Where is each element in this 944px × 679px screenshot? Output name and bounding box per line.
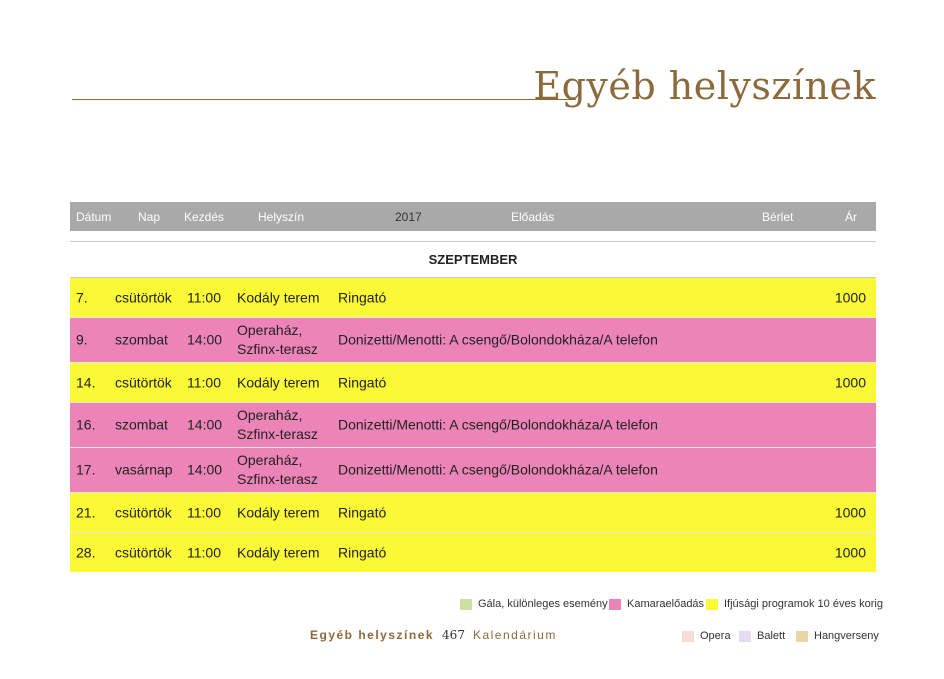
header-start: Kezdés xyxy=(184,210,225,224)
header-year: 2017 xyxy=(395,210,422,224)
row-price: 1000 xyxy=(834,374,866,390)
legend-swatch xyxy=(682,631,694,642)
header-day: Nap xyxy=(138,210,161,224)
row-venue-line1: Operaház, xyxy=(237,322,303,338)
row-show: Ringató xyxy=(338,289,387,305)
row-day: vasárnap xyxy=(115,461,173,478)
header-venue: Helyszín xyxy=(258,210,305,224)
row-date: 14. xyxy=(76,374,96,390)
table-row xyxy=(70,317,876,362)
table-row xyxy=(70,492,876,532)
row-day: csütörtök xyxy=(115,289,172,305)
legend-label: Hangverseny xyxy=(814,630,879,642)
page-footer xyxy=(310,628,557,642)
schedule-table xyxy=(70,202,876,572)
row-time: 11:00 xyxy=(187,289,221,305)
legend-youth xyxy=(706,598,883,610)
page-number: 467 xyxy=(442,628,465,642)
row-venue: Kodály terem xyxy=(237,544,320,560)
legend-opera xyxy=(682,630,731,642)
header-date: Dátum xyxy=(76,210,112,224)
row-time: 11:00 xyxy=(187,504,221,520)
table-row xyxy=(70,447,876,492)
legend-gala xyxy=(460,598,608,610)
row-venue: Kodály terem xyxy=(237,289,320,305)
row-show: Donizetti/Menotti: A csengő/Bolondokháza/A telefon xyxy=(338,331,658,348)
legend-swatch xyxy=(796,631,808,642)
row-venue: Kodály terem xyxy=(237,374,320,390)
footer-book: Kalendárium xyxy=(472,628,557,642)
row-venue-line2: Szfinx-terasz xyxy=(237,426,318,442)
row-date: 28. xyxy=(76,544,96,560)
legend-swatch xyxy=(609,599,621,610)
row-venue xyxy=(237,406,318,444)
row-price: 1000 xyxy=(834,544,866,560)
table-row xyxy=(70,402,876,447)
row-venue xyxy=(237,451,318,489)
legend-swatch xyxy=(739,631,751,642)
row-time: 11:00 xyxy=(187,544,221,560)
row-price: 1000 xyxy=(834,504,866,520)
row-date: 16. xyxy=(76,416,96,433)
row-time: 11:00 xyxy=(187,374,221,390)
row-day: csütörtök xyxy=(115,544,172,560)
legend-label: Balett xyxy=(757,630,786,642)
table-header xyxy=(70,202,876,231)
legend-swatch xyxy=(706,599,718,610)
row-time: 14:00 xyxy=(187,416,223,433)
row-venue-line1: Operaház, xyxy=(237,452,303,468)
table-row xyxy=(70,532,876,572)
legend-label: Opera xyxy=(700,630,731,642)
title-rule xyxy=(72,99,576,100)
row-date: 7. xyxy=(76,289,88,305)
row-venue xyxy=(237,321,318,359)
table-row xyxy=(70,362,876,402)
legend-swatch xyxy=(460,599,472,610)
row-venue-line2: Szfinx-terasz xyxy=(237,341,318,357)
row-show: Ringató xyxy=(338,504,387,520)
legend-concert xyxy=(796,630,879,642)
row-venue-line1: Operaház, xyxy=(237,407,303,423)
row-time: 14:00 xyxy=(187,461,223,478)
legend-label: Kamaraelőadás xyxy=(627,598,705,610)
row-date: 17. xyxy=(76,461,96,478)
row-date: 9. xyxy=(76,331,88,348)
month-heading: SZEPTEMBER xyxy=(70,242,876,278)
row-price: 1000 xyxy=(834,289,866,305)
legend-chamber xyxy=(609,598,704,610)
row-day: szombat xyxy=(115,331,168,348)
row-day: szombat xyxy=(115,416,168,433)
header-pass: Bérlet xyxy=(762,210,794,224)
page-title: Egyéb helyszínek xyxy=(533,64,876,108)
legend-label: Ifjúsági programok 10 éves korig xyxy=(724,598,883,610)
row-day: csütörtök xyxy=(115,504,172,520)
row-show: Ringató xyxy=(338,544,387,560)
legend-label: Gála, különleges esemény xyxy=(478,598,608,610)
row-venue-line2: Szfinx-terasz xyxy=(237,471,318,487)
row-show: Donizetti/Menotti: A csengő/Bolondokháza/A telefon xyxy=(338,416,658,433)
row-show: Donizetti/Menotti: A csengő/Bolondokháza/A telefon xyxy=(338,461,658,478)
footer-section: Egyéb helyszínek xyxy=(310,628,435,642)
header-show: Előadás xyxy=(511,210,555,224)
row-date: 21. xyxy=(76,504,96,520)
header-gap xyxy=(70,231,876,242)
row-time: 14:00 xyxy=(187,331,223,348)
row-venue: Kodály terem xyxy=(237,504,320,520)
row-show: Ringató xyxy=(338,374,387,390)
row-day: csütörtök xyxy=(115,374,172,390)
table-row xyxy=(70,278,876,317)
header-price: Ár xyxy=(845,210,857,224)
legend-ballet xyxy=(739,630,785,642)
